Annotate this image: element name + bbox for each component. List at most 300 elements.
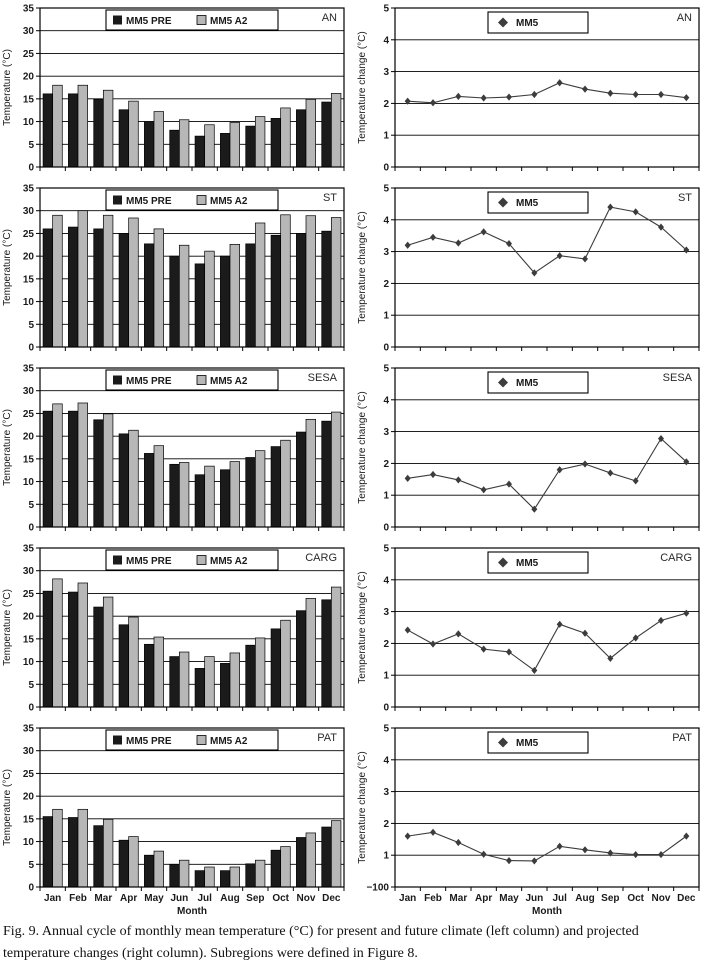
y-tick-label: 25 [22, 228, 34, 240]
y-axis [23, 544, 40, 714]
bar-pre-mar [94, 826, 104, 887]
y-tick-label: 35 [22, 3, 34, 15]
bar-series [43, 579, 341, 707]
y-axis-title: Temperature (°C) [2, 769, 13, 846]
bar-a2-sep [255, 451, 265, 527]
bar-a2-jan [53, 85, 63, 167]
y-axis [383, 544, 395, 714]
x-tick-label-may: May [144, 893, 164, 904]
marker-feb [430, 471, 436, 478]
legend [106, 10, 278, 30]
marker-dec [683, 833, 689, 840]
y-axis [23, 364, 40, 534]
legend [488, 192, 588, 213]
bar-a2-sep [255, 638, 265, 707]
y-tick-label: 5 [383, 3, 389, 15]
chart-svg-sesa-bar [0, 360, 355, 540]
bar-pre-jul [195, 264, 205, 347]
bar-a2-apr [129, 617, 139, 707]
region-label: PAT [317, 732, 337, 744]
bar-a2-may [154, 446, 164, 527]
bar-pre-jul [195, 871, 205, 887]
bar-a2-sep [255, 223, 265, 347]
bar-a2-jan [53, 404, 63, 527]
bar-pre-jan [43, 591, 53, 707]
legend [488, 12, 588, 33]
y-tick-label: 30 [22, 386, 34, 398]
bar-pre-nov [296, 432, 306, 527]
bar-a2-dec [331, 93, 341, 167]
bar-a2-may [154, 229, 164, 347]
x-tick-label-oct: Oct [627, 893, 645, 904]
bar-pre-jun [170, 464, 180, 527]
y-axis [23, 184, 40, 354]
chart-svg-st-bar [0, 180, 355, 360]
y-tick-label: 15 [22, 274, 34, 286]
bar-a2-dec [331, 821, 341, 887]
line-series [405, 610, 690, 674]
bar-pre-apr [119, 625, 129, 707]
x-tick-label-nov: Nov [651, 893, 671, 904]
x-tick-label-oct: Oct [272, 893, 290, 904]
x-axis [395, 887, 699, 916]
x-tick-label-jun: Jun [525, 893, 544, 904]
legend-swatch-a2 [197, 16, 206, 25]
y-tick-label: 25 [22, 48, 34, 60]
y-tick-label: 10 [22, 657, 34, 669]
bar-pre-feb [68, 94, 78, 167]
bar-pre-jan [43, 411, 53, 527]
legend [106, 730, 278, 750]
bar-pre-may [144, 244, 154, 347]
bar-pre-aug [220, 871, 230, 887]
bar-pre-dec [322, 421, 332, 527]
y-tick-label: 5 [383, 183, 389, 195]
y-tick-label: 35 [22, 363, 34, 375]
y-tick-label: 3 [383, 787, 389, 799]
gridlines [395, 400, 699, 495]
x-tick-label-sep: Sep [246, 893, 265, 904]
y-tick-label: 3 [383, 427, 389, 439]
bar-pre-oct [271, 629, 281, 707]
marker-jan [405, 833, 411, 840]
legend-swatch-pre [113, 556, 122, 565]
y-tick-label: 35 [22, 723, 34, 735]
bar-a2-jan [53, 215, 63, 347]
chart-svg-pat-bar [0, 720, 355, 916]
bar-a2-feb [78, 583, 88, 707]
y-axis [23, 4, 40, 174]
bar-a2-mar [103, 819, 113, 887]
region-label: CARG [660, 552, 692, 564]
marker-sep [607, 469, 613, 476]
marker-apr [481, 486, 487, 493]
marker-jan [405, 626, 411, 633]
bar-pre-feb [68, 411, 78, 527]
x-tick-label-apr: Apr [475, 893, 493, 904]
legend-label-pre: MM5 PRE [126, 16, 172, 27]
marker-oct [633, 634, 639, 641]
bar-pre-mar [94, 420, 104, 527]
chart-st-bars [0, 180, 355, 360]
legend [488, 372, 588, 393]
region-label: PAT [672, 732, 692, 744]
legend-label-pre: MM5 PRE [126, 196, 172, 207]
bar-pre-dec [322, 600, 332, 707]
y-tick-label: 25 [22, 588, 34, 600]
bar-a2-jul [205, 251, 215, 347]
marker-dec [683, 94, 689, 101]
y-tick-label: 35 [22, 183, 34, 195]
bar-pre-aug [220, 470, 230, 527]
y-tick-label: 0 [28, 162, 34, 174]
legend-label-pre: MM5 PRE [126, 376, 172, 387]
marker-jan [405, 242, 411, 249]
x-axis-title: Month [177, 906, 207, 916]
legend-label-mm5: MM5 [516, 558, 539, 569]
bar-series [43, 403, 341, 527]
bar-a2-oct [281, 108, 291, 167]
y-tick-label: 1 [383, 310, 389, 322]
bar-pre-jan [43, 94, 53, 167]
y-axis [383, 4, 395, 174]
legend-label-mm5: MM5 [516, 738, 539, 749]
marker-mar [455, 630, 461, 637]
legend [488, 732, 588, 753]
legend-label-mm5: MM5 [516, 18, 539, 29]
figure-caption [0, 921, 711, 964]
y-tick-label: 30 [22, 206, 34, 218]
bar-a2-feb [78, 85, 88, 167]
y-tick-label: 3 [383, 67, 389, 79]
marker-jul [557, 621, 563, 628]
bar-pre-dec [322, 827, 332, 887]
y-axis-title: Temperature change (°C) [357, 211, 368, 324]
marker-sep [607, 90, 613, 97]
bar-pre-oct [271, 235, 281, 347]
bar-pre-oct [271, 850, 281, 887]
caption-line-1: Fig. 9. Annual cycle of monthly mean temperature (°C) for present and future climate (left column) and projected [3, 924, 639, 939]
bar-pre-nov [296, 110, 306, 167]
y-tick-label: 0 [383, 522, 389, 534]
bar-pre-jun [170, 657, 180, 707]
y-tick-label: 4 [383, 395, 389, 407]
bar-pre-aug [220, 133, 230, 167]
gridlines [395, 760, 699, 855]
bar-a2-aug [230, 462, 240, 527]
bar-pre-may [144, 453, 154, 527]
x-tick-label-dec: Dec [677, 893, 696, 904]
y-tick-label: 15 [22, 454, 34, 466]
marker-feb [430, 829, 436, 836]
bar-pre-sep [246, 864, 256, 887]
bar-a2-aug [230, 122, 240, 167]
gridlines [395, 220, 699, 315]
y-tick-label: 10 [22, 837, 34, 849]
chart-svg-sesa-line [355, 360, 710, 540]
bar-a2-jan [53, 809, 63, 887]
bar-a2-nov [306, 833, 316, 887]
y-tick-label: −100 [366, 882, 389, 894]
marker-nov [658, 91, 664, 98]
y-axis-title: Temperature change (°C) [357, 31, 368, 144]
marker-apr [481, 94, 487, 101]
region-label: AN [321, 12, 337, 24]
y-tick-label: 1 [383, 490, 389, 502]
marker-may [506, 857, 512, 864]
y-tick-label: 5 [383, 363, 389, 375]
y-tick-label: 4 [383, 35, 389, 47]
marker-apr [481, 851, 487, 858]
marker-feb [430, 640, 436, 647]
legend-swatch-pre [113, 196, 122, 205]
x-tick-label-mar: Mar [449, 893, 468, 904]
bar-pre-may [144, 855, 154, 887]
chart-sesa-line [355, 360, 711, 540]
y-tick-label: 5 [383, 723, 389, 735]
legend [488, 552, 588, 573]
bar-pre-jan [43, 817, 53, 887]
marker-aug [582, 255, 588, 262]
legend [106, 370, 278, 390]
legend-label-mm5: MM5 [516, 378, 539, 389]
bar-pre-may [144, 644, 154, 707]
bar-a2-may [154, 112, 164, 167]
y-tick-label: 3 [383, 607, 389, 619]
legend-swatch-a2 [197, 556, 206, 565]
bar-a2-aug [230, 244, 240, 347]
bar-a2-jun [179, 245, 189, 347]
marker-jan [405, 475, 411, 482]
x-tick-label-sep: Sep [601, 893, 620, 904]
bar-pre-apr [119, 233, 129, 347]
legend-swatch-pre [113, 736, 122, 745]
x-tick-label-jul: Jul [552, 893, 567, 904]
bar-a2-may [154, 637, 164, 707]
bar-a2-oct [281, 847, 291, 887]
y-tick-label: 30 [22, 26, 34, 38]
bar-a2-oct [281, 620, 291, 707]
y-tick-label: 0 [28, 522, 34, 534]
y-tick-label: 0 [28, 342, 34, 354]
y-tick-label: 20 [22, 611, 34, 623]
marker-oct [633, 91, 639, 98]
legend [106, 550, 278, 570]
marker-mar [455, 476, 461, 483]
bar-a2-feb [78, 403, 88, 527]
x-tick-label-jun: Jun [170, 893, 189, 904]
marker-sep [607, 203, 613, 210]
bar-a2-sep [255, 117, 265, 167]
bar-pre-nov [296, 837, 306, 887]
y-tick-label: 20 [22, 71, 34, 83]
y-tick-label: 1 [383, 850, 389, 862]
legend-swatch-pre [113, 16, 122, 25]
x-axis [395, 167, 699, 171]
chart-carg-bars [0, 540, 355, 720]
bar-pre-feb [68, 817, 78, 887]
marker-may [506, 93, 512, 100]
bar-pre-apr [119, 434, 129, 527]
marker-apr [481, 646, 487, 653]
region-label: SESA [307, 372, 337, 384]
legend [106, 190, 278, 210]
marker-jun [531, 91, 537, 98]
x-axis [40, 167, 344, 171]
chart-carg-line [355, 540, 711, 720]
gridlines [395, 580, 699, 675]
bar-a2-jun [179, 652, 189, 707]
legend-swatch-a2 [197, 376, 206, 385]
bar-a2-apr [129, 101, 139, 167]
bar-pre-jan [43, 229, 53, 347]
legend-label-a2: MM5 A2 [210, 16, 248, 27]
bar-a2-feb [78, 211, 88, 347]
bar-a2-nov [306, 419, 316, 527]
marker-aug [582, 460, 588, 467]
x-tick-label-feb: Feb [424, 893, 442, 904]
y-axis-title: Temperature (°C) [2, 409, 13, 486]
bar-pre-feb [68, 227, 78, 347]
region-label: AN [676, 12, 692, 24]
bar-pre-mar [94, 607, 104, 707]
legend-label-pre: MM5 PRE [126, 736, 172, 747]
y-axis [383, 364, 395, 534]
bar-a2-apr [129, 218, 139, 347]
y-axis [23, 724, 40, 894]
marker-feb [430, 234, 436, 241]
x-tick-label-jan: Jan [399, 893, 417, 904]
y-tick-label: 2 [383, 818, 389, 830]
y-tick-label: 3 [383, 247, 389, 259]
marker-nov [658, 617, 664, 624]
y-tick-label: 4 [383, 755, 389, 767]
bar-a2-dec [331, 412, 341, 527]
y-tick-label: 2 [383, 458, 389, 470]
bar-pre-aug [220, 663, 230, 707]
chart-svg-st-line [355, 180, 710, 360]
marker-jul [557, 843, 563, 850]
chart-svg-pat-line [355, 720, 710, 916]
bar-pre-apr [119, 840, 129, 887]
chart-svg-an-bar [0, 0, 355, 180]
bar-a2-nov [306, 99, 316, 167]
x-tick-label-feb: Feb [69, 893, 87, 904]
y-tick-label: 35 [22, 543, 34, 555]
y-axis [366, 724, 395, 894]
bar-pre-dec [322, 231, 332, 347]
y-tick-label: 10 [22, 117, 34, 129]
x-axis [40, 887, 344, 916]
chart-an-bars [0, 0, 355, 180]
y-tick-label: 20 [22, 791, 34, 803]
chart-svg-an-line [355, 0, 710, 180]
y-tick-label: 1 [383, 670, 389, 682]
legend-swatch-pre [113, 376, 122, 385]
line-series [405, 435, 690, 513]
y-tick-label: 2 [383, 98, 389, 110]
bar-a2-oct [281, 440, 291, 527]
legend-label-mm5: MM5 [516, 198, 539, 209]
y-tick-label: 1 [383, 130, 389, 142]
x-axis-title: Month [532, 906, 562, 916]
legend-swatch-a2 [197, 196, 206, 205]
y-tick-label: 15 [22, 634, 34, 646]
chart-an-line [355, 0, 711, 180]
chart-svg-carg-line [355, 540, 710, 720]
y-tick-label: 20 [22, 431, 34, 443]
bar-a2-mar [103, 90, 113, 167]
region-label: ST [677, 192, 692, 204]
y-tick-label: 25 [22, 768, 34, 780]
bar-pre-sep [246, 244, 256, 347]
marker-feb [430, 99, 436, 106]
x-tick-label-mar: Mar [94, 893, 113, 904]
bar-pre-jun [170, 130, 180, 167]
bar-pre-jun [170, 864, 180, 887]
y-axis [383, 184, 395, 354]
y-axis-title: Temperature (°C) [2, 229, 13, 306]
bar-pre-jul [195, 668, 205, 707]
bar-pre-jul [195, 136, 205, 167]
y-axis-title: Temperature (°C) [2, 49, 13, 126]
marker-apr [481, 228, 487, 235]
x-tick-label-jan: Jan [44, 893, 62, 904]
bar-pre-sep [246, 645, 256, 707]
x-tick-label-dec: Dec [322, 893, 341, 904]
bar-a2-jun [179, 462, 189, 527]
bar-pre-jul [195, 475, 205, 527]
y-tick-label: 4 [383, 215, 389, 227]
bar-pre-nov [296, 233, 306, 347]
y-tick-label: 0 [28, 882, 34, 894]
y-axis-title: Temperature (°C) [2, 589, 13, 666]
bar-pre-oct [271, 447, 281, 527]
marker-oct [633, 851, 639, 858]
bar-a2-jun [179, 120, 189, 167]
bar-a2-apr [129, 837, 139, 887]
region-label: SESA [662, 372, 692, 384]
bar-a2-dec [331, 587, 341, 707]
y-axis-title: Temperature change (°C) [357, 391, 368, 504]
region-label: ST [322, 192, 337, 204]
bar-a2-mar [103, 215, 113, 347]
bar-a2-mar [103, 414, 113, 527]
bar-pre-sep [246, 457, 256, 527]
x-axis [40, 347, 344, 351]
gridlines [395, 40, 699, 135]
bar-a2-nov [306, 598, 316, 707]
y-tick-label: 10 [22, 477, 34, 489]
line-series [405, 79, 690, 106]
y-tick-label: 5 [28, 679, 34, 691]
chart-pat-bars [0, 720, 355, 916]
y-tick-label: 0 [383, 162, 389, 174]
legend-label-a2: MM5 A2 [210, 376, 248, 387]
bar-a2-jul [205, 466, 215, 527]
marker-may [506, 648, 512, 655]
bar-a2-apr [129, 430, 139, 527]
y-axis-title: Temperature change (°C) [357, 571, 368, 684]
marker-jun [531, 667, 537, 674]
y-tick-label: 0 [383, 342, 389, 354]
bar-pre-aug [220, 256, 230, 347]
x-tick-label-aug: Aug [220, 893, 240, 904]
caption-line-2: temperature changes (right column). Subregions were defined in Figure 8. [3, 945, 418, 961]
y-tick-label: 15 [22, 814, 34, 826]
marker-nov [658, 851, 664, 858]
x-tick-label-aug: Aug [575, 893, 595, 904]
